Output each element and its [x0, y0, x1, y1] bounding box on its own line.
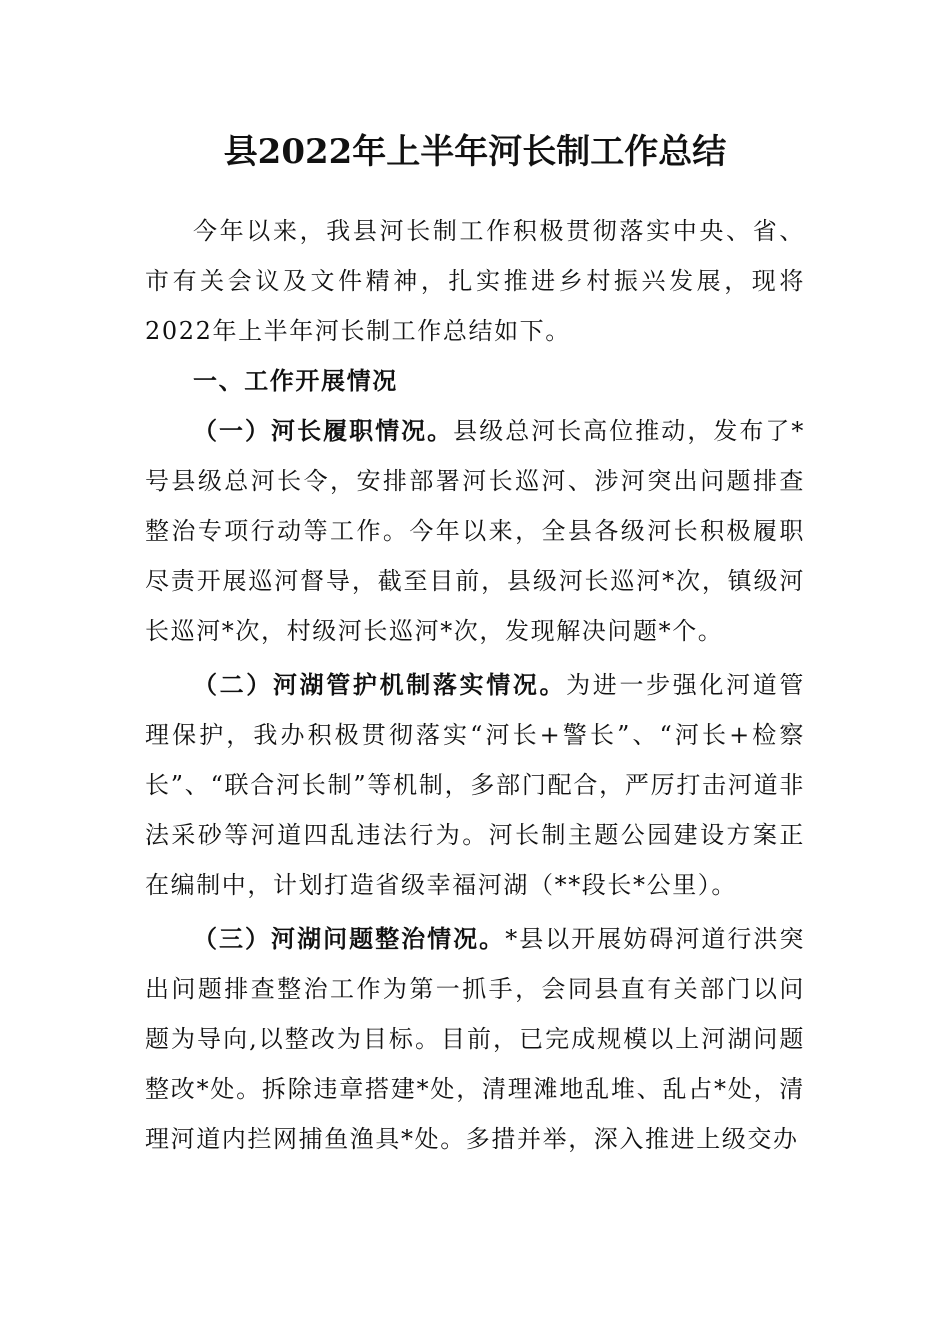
- item-text-2: 为进一步强化河道管理保护，我办积极贯彻落实“河长+警长”、“河长+检察长”、“联合河长制”等机制，多部门配合，严厉打击河道非法采砂等河道四乱违法行为。河长制主题公园建设方案正在编制中，计划打造省级幸福河湖（**段长*公里）。: [145, 671, 805, 899]
- item-text-3: *县以开展妨碍河道行洪突出问题排查整治工作为第一抓手，会同县直有关部门以问题为导向,以整改为目标。目前，已完成规模以上河湖问题整改*处。拆除违章搭建*处，清理滩地乱堆、乱占*处，清理河道内拦网捕鱼渔具*处。多措并举，深入推进上级交办: [145, 925, 806, 1153]
- item-paragraph-3: [145, 914, 805, 1164]
- item-lead-3: （三）河湖问题整治情况。: [193, 924, 506, 953]
- item-text-1: 县级总河长高位推动，发布了*号县级总河长令，安排部署河长巡河、涉河突出问题排查整治专项行动等工作。今年以来，全县各级河长积极履职尽责开展巡河督导，截至目前，县级河长巡河*次，镇级河长巡河*次，村级河长巡河*次，发现解决问题*个。: [145, 417, 805, 645]
- document-body: [145, 206, 805, 1164]
- document-title: 县2022年上半年河长制工作总结: [223, 132, 727, 172]
- document-page: [145, 0, 805, 1344]
- item-paragraph-1: [145, 406, 805, 656]
- item-lead-2: （二）河湖管护机制落实情况。: [193, 670, 567, 699]
- intro-paragraph: 今年以来，我县河长制工作积极贯彻落实中央、省、市有关会议及文件精神，扎实推进乡村振兴发展，现将2022年上半年河长制工作总结如下。: [145, 217, 805, 345]
- item-paragraph-2: [145, 660, 805, 910]
- item-lead-1: （一）河长履职情况。: [193, 416, 454, 445]
- section-heading: 一、工作开展情况: [193, 366, 398, 395]
